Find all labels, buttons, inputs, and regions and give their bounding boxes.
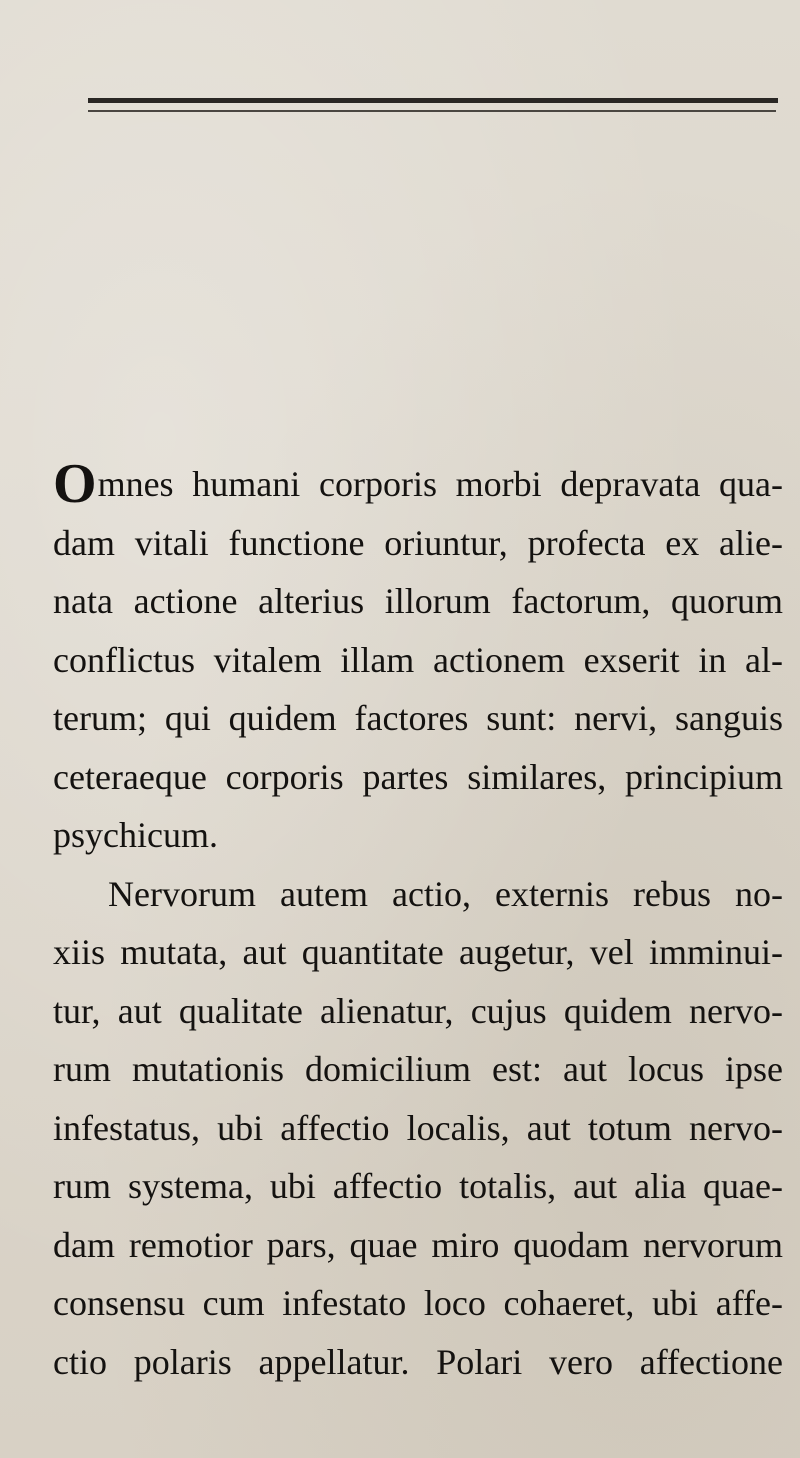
text-line: consensu cum infestato loco cohaeret, ubi affe- bbox=[53, 1283, 783, 1323]
body-text bbox=[53, 455, 783, 1391]
text-line: conflictus vitalem illam actionem exserit in al- bbox=[53, 639, 783, 680]
text-line: xiis mutata, aut quantitate augetur, vel imminui- bbox=[53, 932, 783, 972]
text-line: psychicum. bbox=[53, 815, 218, 855]
text-line: rum systema, ubi affectio totalis, aut alia quae- bbox=[53, 1166, 783, 1206]
header-rule-thin bbox=[88, 110, 776, 112]
text-line: nata actione alterius illorum factorum, quorum bbox=[53, 581, 783, 621]
text-line: Omnes humani corporis morbi depravata qua- bbox=[53, 453, 783, 515]
drop-cap: O bbox=[53, 453, 97, 515]
text-line: infestatus, ubi affectio localis, aut totum nervo- bbox=[53, 1107, 783, 1148]
text-line: dam vitali functione oriuntur, profecta ex alie- bbox=[53, 522, 783, 563]
text-line: Nervorum autem actio, externis rebus no- bbox=[108, 873, 783, 914]
text-line: ceteraeque corporis partes similares, principium bbox=[53, 756, 783, 797]
text-line: tur, aut qualitate alienatur, cujus quidem nervo- bbox=[53, 990, 783, 1031]
text-line: terum; qui quidem factores sunt: nervi, sanguis bbox=[53, 698, 783, 738]
text-line: rum mutationis domicilium est: aut locus ipse bbox=[53, 1049, 783, 1089]
header-rule-thick bbox=[88, 98, 778, 103]
text-line: ctio polaris appellatur. Polari vero affectione bbox=[53, 1341, 783, 1382]
text-line: dam remotior pars, quae miro quodam nervorum bbox=[53, 1224, 783, 1265]
